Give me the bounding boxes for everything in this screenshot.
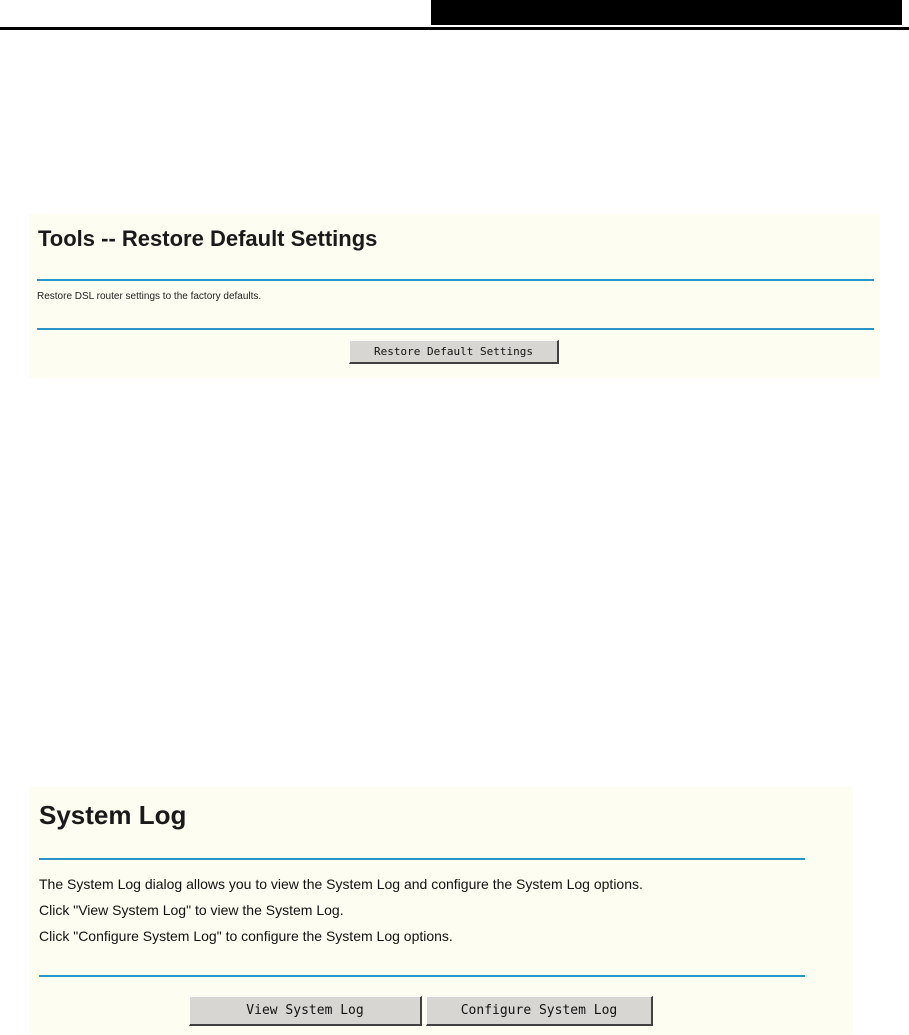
system-log-description-line: Click "Configure System Log" to configure the System Log options. [39,928,453,944]
configure-system-log-button[interactable]: Configure System Log [426,996,653,1026]
view-system-log-button[interactable]: View System Log [189,996,422,1026]
system-log-bottom-divider [39,975,805,977]
system-log-description-line: The System Log dialog allows you to view the System Log and configure the System Log options. [39,876,643,892]
restore-default-settings-button[interactable]: Restore Default Settings [349,340,559,364]
document-header-bar [431,0,902,25]
restore-top-divider [37,279,874,281]
document-header-rule [0,27,909,30]
system-log-page-title: System Log [39,800,187,830]
restore-default-settings-panel [29,214,880,378]
restore-description: Restore DSL router settings to the factory defaults. [37,291,262,302]
system-log-description-line: Click "View System Log" to view the System Log. [39,902,344,918]
system-log-panel [29,787,853,1035]
restore-page-title: Tools -- Restore Default Settings [38,226,378,251]
restore-bottom-divider [37,328,874,330]
system-log-top-divider [39,858,805,860]
